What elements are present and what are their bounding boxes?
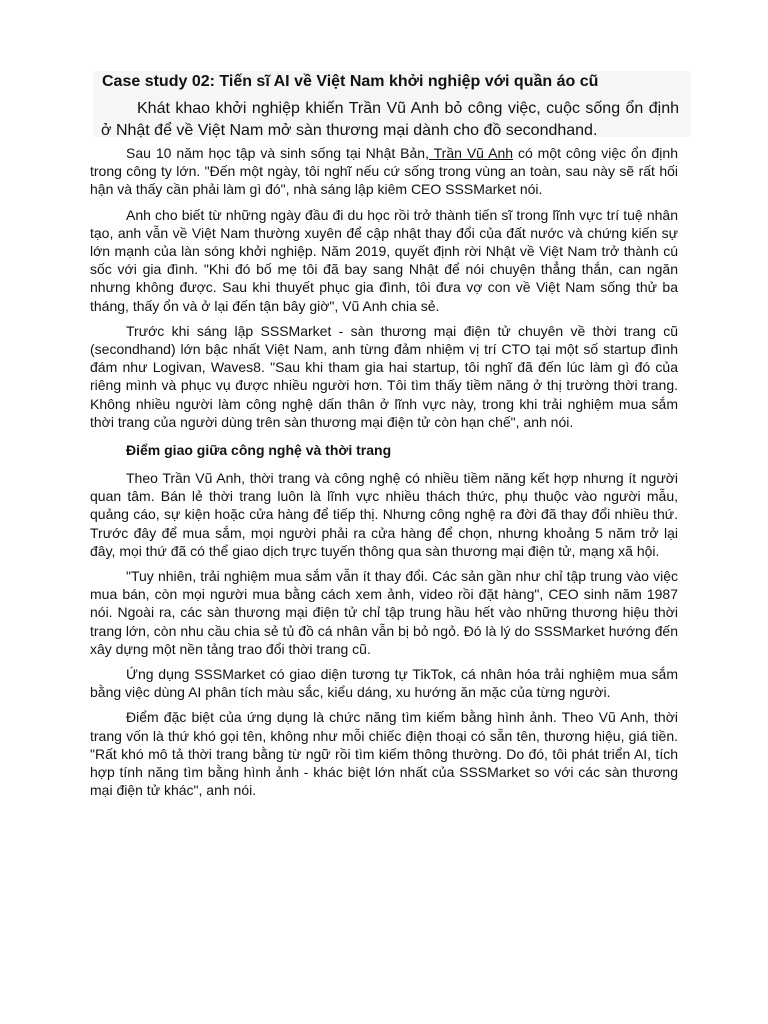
paragraph-3: Trước khi sáng lập SSSMarket - sàn thương mại điện tử chuyên về thời trang cũ (secondhand) lớn bậc nhất Việt Nam, anh từng đảm nhiệm vị trí CTO tại một số startup đình đám như Logivan, Waves8. "Sau khi tham gia hai startup, tôi nghĩ đã đến lúc làm gì đó của riêng mình và phục vụ được nhiều người hơn. Tôi tìm thấy tiềm năng ở thị trường thời trang. Không nhiều người làm công nghệ dấn thân ở lĩnh vực này, trong khi trải nghiệm mua sắm thời trang của người dùng trên sàn thương mại điện tử còn hạn chế", anh nói. [90, 322, 678, 430]
paragraph-6: Ứng dụng SSSMarket có giao diện tương tự TikTok, cá nhân hóa trải nghiệm mua sắm bằng việc dùng AI phân tích màu sắc, kiểu dáng, xu hướng ăn mặc của từng người. [90, 666, 678, 701]
paragraph-7: Điểm đặc biệt của ứng dụng là chức năng tìm kiếm bằng hình ảnh. Theo Vũ Anh, thời trang vốn là thứ khó gọi tên, không như mỗi chiếc điện thoại có sẵn tên, thương hiệu, giá tiền. "Rất khó mô tả thời trang bằng từ ngữ rồi tìm kiếm thông thường. Do đó, tôi phát triển AI, tích hợp tính năng tìm bằng hình ảnh - khác biệt lớn nhất của SSSMarket so với các sàn thương mại điện tử khác", anh nói. [90, 709, 678, 799]
paragraph-1-intro: Sau 10 năm học tập và sinh sống tại Nhật Bản, [126, 145, 429, 161]
paragraph-4: Theo Trần Vũ Anh, thời trang và công nghệ có nhiều tiềm năng kết hợp nhưng ít người quan tâm. Bán lẻ thời trang luôn là lĩnh vực nhiều thách thức, phụ thuộc vào người mẫu, quảng cáo, sự kiện hoặc cửa hàng để tiếp thị. Nhưng công nghệ ra đời đã thay đổi nhiều thứ. Trước đây để mua sắm, mọi người phải ra cửa hàng để chọn, nhưng khoảng 5 năm trở lại đây, mọi thứ đã có thể giao dịch trực tuyến thông qua sàn thương mại điện tử, mạng xã hội. [90, 470, 678, 559]
paragraph-1 [90, 144, 678, 199]
paragraph-5: "Tuy nhiên, trải nghiệm mua sắm vẫn ít thay đổi. Các sản gần như chỉ tập trung vào việc mua bán, còn mọi người mua bằng cách xem ảnh, video rồi đặt hàng", CEO sinh năm 1987 nói. Ngoài ra, các sàn thương mại điện tử chỉ tập trung hầu hết vào những thương hiệu thời trang lớn, còn nhu cầu chia sẻ tủ đồ cá nhân vẫn bị bỏ ngỏ. Đó là lý do SSSMarket hướng đến xây dựng một nền tảng trao đổi thời trang cũ. [90, 568, 678, 657]
author-link[interactable]: Trần Vũ Anh [428, 145, 514, 161]
article-body [90, 144, 678, 807]
paragraph-1-rest: có một công việc ổn định trong công ty lớn. "Đến một ngày, tôi nghĩ nếu cứ sống trong vùng an toàn, sau này sẽ rất hối hận và thấy cần phải làm gì đó", nhà sáng lập kiêm CEO SSSMarket nói. [90, 145, 678, 198]
paragraph-2: Anh cho biết từ những ngày đầu đi du học rồi trở thành tiến sĩ trong lĩnh vực trí tuệ nhân tạo, anh vẫn về Việt Nam thường xuyên để cập nhật thay đổi của đất nước và chứng kiến sự lớn mạnh của làn sóng khởi nghiệp. Năm 2019, quyết định rời Nhật về Việt Nam trở thành cú sốc với gia đình. "Khi đó bố mẹ tôi đã bay sang Nhật để nói chuyện thẳng thắn, can ngăn nhưng không được. Sau khi thuyết phục gia đình, tôi đưa vợ con về Việt Nam sống thử ba tháng, thấy ổn và ở lại đến tận bây giờ", Vũ Anh chia sẻ. [90, 206, 678, 314]
article-title: Case study 02: Tiến sĩ AI về Việt Nam khởi nghiệp với quần áo cũ [102, 73, 599, 90]
article-lead: Khát khao khởi nghiệp khiến Trần Vũ Anh bỏ công việc, cuộc sống ổn định ở Nhật để về Việt Nam mở sàn thương mại dành cho đồ secondhand. [101, 100, 679, 139]
section-subheading: Điểm giao giữa công nghệ và thời trang [126, 442, 392, 459]
